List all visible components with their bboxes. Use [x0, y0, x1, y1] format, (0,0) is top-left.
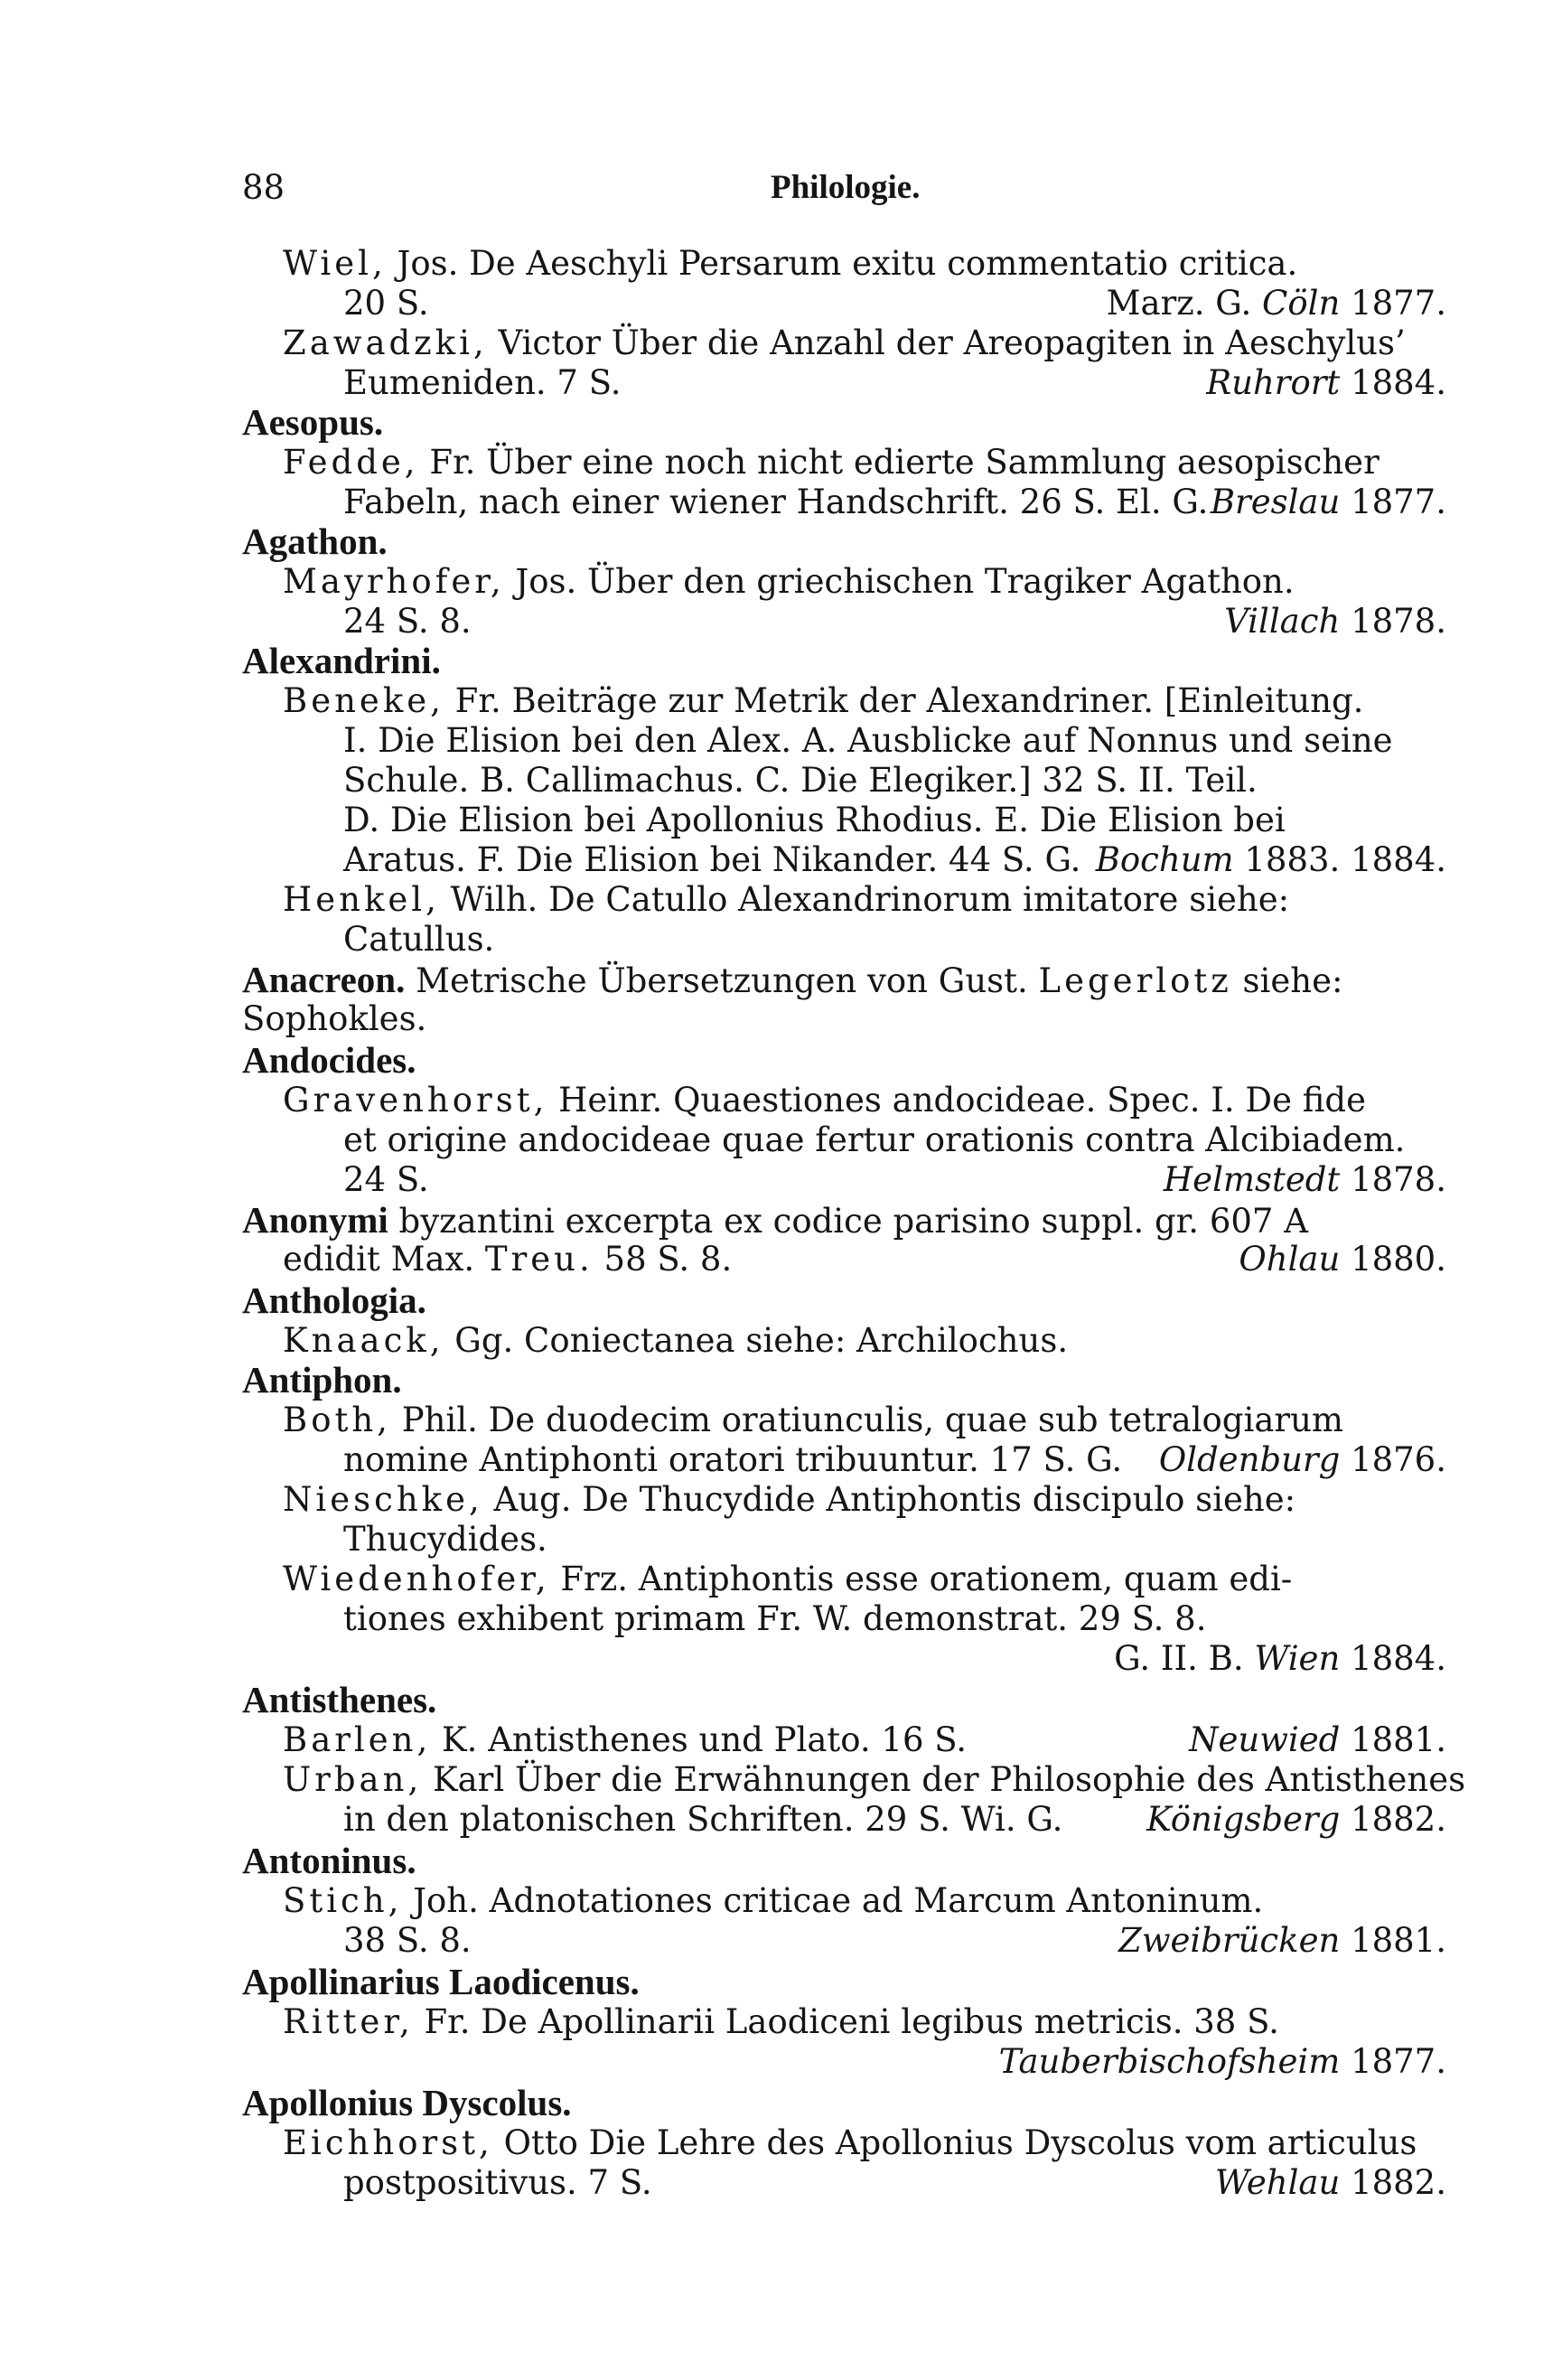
entry-stich-location — [1118, 1921, 1446, 1961]
entry-stich-title: Joh. Adnotationes criticae ad Marcum Antoninum. — [413, 1881, 1264, 1920]
entry-wiedenhofer-location — [1114, 1639, 1446, 1679]
entry-beneke-line-1 — [283, 681, 1363, 721]
entry-both-author: Both, — [283, 1401, 391, 1439]
entry-anacreon-author: Legerlotz — [1038, 961, 1232, 1000]
entry-eichhorst-line-1 — [283, 2123, 1417, 2163]
entry-wiedenhofer-school: G. II. B. — [1114, 1639, 1244, 1678]
entry-ritter-line-1 — [283, 2002, 1279, 2042]
entry-fedde-line-1 — [283, 443, 1380, 483]
entry-gravenhorst-place: Helmstedt — [1163, 1160, 1341, 1199]
entry-mayrhofer-location — [1224, 602, 1446, 642]
entry-gravenhorst-line-3: 24 S. — [343, 1160, 429, 1199]
entry-urban-author: Urban, — [283, 1760, 423, 1799]
entry-zawadzki-line-2: Eumeniden. 7 S. — [343, 363, 622, 402]
entry-mayrhofer-author: Mayrhofer, — [283, 562, 505, 601]
entry-zawadzki-line-1 — [283, 323, 1406, 363]
entry-henkel-author: Henkel, — [283, 880, 440, 919]
entry-anonymi-title: byzantini excerpta ex codice parisino suppl. gr. 607 A — [398, 1202, 1308, 1241]
entry-gravenhorst-title: Heinr. Quaestiones andocideae. Spec. I. De fide — [558, 1081, 1366, 1120]
entry-anacreon-text-b: siehe: — [1242, 961, 1343, 1000]
entry-beneke-line-4: D. Die Elision bei Apollonius Rhodius. E. Die Elision bei — [343, 801, 1286, 839]
entry-wiel-title: Jos. De Aeschyli Persarum exitu commentatio critica. — [397, 244, 1298, 283]
entry-barlen-location — [1189, 1720, 1446, 1760]
entry-barlen-title: K. Antisthenes und Plato. 16 S. — [442, 1720, 968, 1759]
entry-fedde-author: Fedde, — [283, 443, 419, 482]
entry-mayrhofer-line-2: 24 S. 8. — [343, 602, 472, 641]
entry-mayrhofer-title: Jos. Über den griechischen Tragiker Agathon. — [515, 562, 1295, 601]
heading-anthologia: Anthologia. — [242, 1279, 426, 1321]
entry-nieschke-author: Nieschke, — [283, 1480, 483, 1519]
entry-beneke-line-2: I. Die Elision bei den Alex. A. Ausblicke auf Nonnus und seine — [343, 721, 1393, 760]
entry-both-location — [1159, 1440, 1446, 1480]
entry-wiel-year: 1877. — [1351, 284, 1446, 323]
entry-mayrhofer-year: 1878. — [1351, 602, 1446, 641]
entry-eichhorst-year: 1882. — [1351, 2163, 1446, 2202]
heading-antiphon: Antiphon. — [242, 1359, 402, 1401]
entry-wiedenhofer-author: Wiedenhofer, — [283, 1560, 550, 1598]
entry-urban-place: Königsberg — [1146, 1800, 1341, 1839]
entry-anonymi-year: 1880. — [1351, 1240, 1446, 1279]
entry-ritter-author: Ritter, — [283, 2002, 414, 2041]
entry-zawadzki-place: Ruhrort — [1206, 363, 1341, 402]
entry-wiel-place: Cöln — [1262, 284, 1341, 323]
entry-beneke-author: Beneke, — [283, 681, 444, 720]
entry-zawadzki-title: Victor Über die Anzahl der Areopagiten in Aeschylus’ — [498, 323, 1406, 362]
heading-anonymi: Anonymi — [242, 1199, 388, 1241]
entry-fedde-place: Breslau — [1210, 483, 1341, 521]
entry-anonymi-author: Treu. — [484, 1240, 594, 1279]
entry-anacreon-text-a: Metrische Übersetzungen von Gust. — [416, 961, 1028, 1000]
entry-ritter-year: 1877. — [1351, 2042, 1446, 2081]
heading-andocides: Andocides. — [242, 1039, 416, 1081]
entry-wiedenhofer-place: Wien — [1254, 1639, 1341, 1678]
entry-stich-line-1 — [283, 1881, 1263, 1921]
entry-gravenhorst-author: Gravenhorst, — [283, 1081, 548, 1120]
entry-zawadzki-year: 1884. — [1351, 363, 1446, 402]
entry-beneke-line-3: Schule. B. Callimachus. C. Die Elegiker.] 32 S. II. Teil. — [343, 761, 1258, 800]
entry-ritter-title: Fr. De Apollinarii Laodiceni legibus metricis. 38 S. — [424, 2002, 1279, 2041]
entry-fedde-line-2: Fabeln, nach einer wiener Handschrift. 26 S. El. G. — [343, 483, 1209, 521]
entry-anonymi-place: Ohlau — [1239, 1240, 1341, 1279]
entry-eichhorst-location — [1215, 2163, 1446, 2203]
entry-urban-line-2: in den platonischen Schriften. 29 S. Wi. G. — [343, 1800, 1063, 1839]
heading-anacreon: Anacreon. — [242, 959, 406, 1000]
entry-stich-place: Zweibrücken — [1118, 1921, 1341, 1960]
entry-gravenhorst-line-1 — [283, 1081, 1366, 1120]
entry-nieschke-title: Aug. De Thucydide Antiphontis discipulo siehe: — [493, 1480, 1296, 1519]
entry-gravenhorst-line-2: et origine andocideae quae fertur orationis contra Alcibiadem. — [343, 1120, 1406, 1159]
entry-knaack-author: Knaack, — [283, 1321, 444, 1360]
entry-anacreon-line-2: Sophokles. — [242, 999, 427, 1038]
heading-apollonius: Apollonius Dyscolus. — [242, 2082, 572, 2123]
entry-eichhorst-line-2: postpositivus. 7 S. — [343, 2163, 652, 2202]
entry-eichhorst-title: Otto Die Lehre des Apollonius Dyscolus vom articulus — [503, 2123, 1417, 2162]
entry-fedde-location — [1211, 483, 1446, 522]
entry-both-year: 1876. — [1351, 1440, 1446, 1479]
heading-aesopus: Aesopus. — [242, 401, 384, 443]
entry-beneke-line-5: Aratus. F. Die Elision bei Nikander. 44 S. G. — [343, 840, 1081, 879]
entry-wiel-author: Wiel, — [283, 244, 387, 283]
entry-wiel-school: Marz. G. — [1106, 284, 1252, 323]
entry-wiel-line-2: 20 S. — [343, 284, 429, 323]
entry-knaack-line-1 — [283, 1321, 1068, 1361]
entry-nieschke-line-1 — [283, 1480, 1295, 1520]
entry-eichhorst-place: Wehlau — [1214, 2163, 1341, 2202]
entry-beneke-place: Bochum — [1095, 840, 1234, 879]
entry-gravenhorst-year: 1878. — [1351, 1160, 1446, 1199]
entry-eichhorst-author: Eichhorst, — [283, 2123, 493, 2162]
entry-ritter-location — [999, 2042, 1446, 2082]
heading-apollinarius: Apollinarius Laodicenus. — [242, 1961, 640, 2002]
heading-alexandrini: Alexandrini. — [242, 640, 441, 681]
entry-barlen-line-1 — [283, 1720, 967, 1760]
entry-wiedenhofer-year: 1884. — [1351, 1639, 1446, 1678]
entry-anonymi-text-2a: edidit Max. — [283, 1240, 475, 1279]
entry-zawadzki-location — [1206, 363, 1446, 403]
entry-anonymi-line-1 — [242, 1200, 1308, 1240]
entry-henkel-title: Wilh. De Catullo Alexandrinorum imitatore siehe: — [450, 880, 1290, 919]
heading-antoninus: Antoninus. — [242, 1840, 416, 1881]
entry-beneke-title: Fr. Beiträge zur Metrik der Alexandriner. [Einleitung. — [454, 681, 1364, 720]
entry-barlen-place: Neuwied — [1189, 1720, 1341, 1759]
entry-fedde-title: Fr. Über eine noch nicht edierte Sammlung aesopischer — [429, 443, 1380, 482]
entry-anonymi-text-2b: 58 S. 8. — [603, 1240, 733, 1279]
entry-wiel-line-1 — [283, 244, 1297, 284]
entry-henkel-line-2: Catullus. — [343, 920, 495, 959]
entry-urban-title: Karl Über die Erwähnungen der Philosophie des Antisthenes — [432, 1760, 1466, 1799]
entry-mayrhofer-line-1 — [283, 562, 1295, 602]
entry-gravenhorst-location — [1164, 1160, 1446, 1200]
entry-both-line-2: nomine Antiphonti oratori tribuuntur. 17 S. G. — [343, 1440, 1123, 1479]
entry-wiedenhofer-line-2: tiones exhibent primam Fr. W. demonstrat. 29 S. 8. — [343, 1599, 1207, 1638]
entry-wiel-location — [1107, 284, 1446, 323]
heading-agathon: Agathon. — [242, 520, 388, 562]
page-number: 88 — [242, 168, 285, 207]
entry-knaack-title: Gg. Coniectanea siehe: Archilochus. — [454, 1321, 1069, 1360]
entry-urban-location — [1146, 1800, 1446, 1840]
entry-anacreon-line-1 — [242, 960, 1342, 999]
entry-barlen-author: Barlen, — [283, 1720, 432, 1759]
running-title: Philologie. — [771, 169, 921, 206]
entry-stich-year: 1881. — [1351, 1921, 1446, 1960]
entry-both-title: Phil. De duodecim oratiunculis, quae sub tetralogiarum — [401, 1401, 1343, 1439]
entry-urban-year: 1882. — [1351, 1800, 1446, 1839]
entry-barlen-year: 1881. — [1351, 1720, 1446, 1759]
entry-anonymi-location — [1239, 1240, 1446, 1279]
entry-fedde-year: 1877. — [1351, 483, 1446, 521]
entry-anonymi-line-2 — [283, 1240, 732, 1279]
entry-stich-line-2: 38 S. 8. — [343, 1921, 472, 1960]
entry-both-place: Oldenburg — [1158, 1440, 1341, 1479]
entry-stich-author: Stich, — [283, 1881, 403, 1920]
entry-mayrhofer-place: Villach — [1224, 602, 1341, 641]
entry-wiedenhofer-title: Frz. Antiphontis esse orationem, quam edi- — [560, 1560, 1293, 1598]
entry-ritter-place: Tauberbischofsheim — [998, 2042, 1341, 2081]
entry-zawadzki-author: Zawadzki, — [283, 323, 488, 362]
entry-henkel-line-1 — [283, 880, 1289, 920]
entry-both-line-1 — [283, 1401, 1343, 1440]
entry-beneke-year: 1883. 1884. — [1244, 840, 1446, 879]
entry-beneke-location — [1096, 840, 1446, 880]
entry-nieschke-line-2: Thucydides. — [343, 1520, 547, 1559]
heading-antisthenes: Antisthenes. — [242, 1679, 437, 1720]
entry-wiedenhofer-line-1 — [283, 1560, 1292, 1599]
entry-urban-line-1 — [283, 1760, 1465, 1800]
